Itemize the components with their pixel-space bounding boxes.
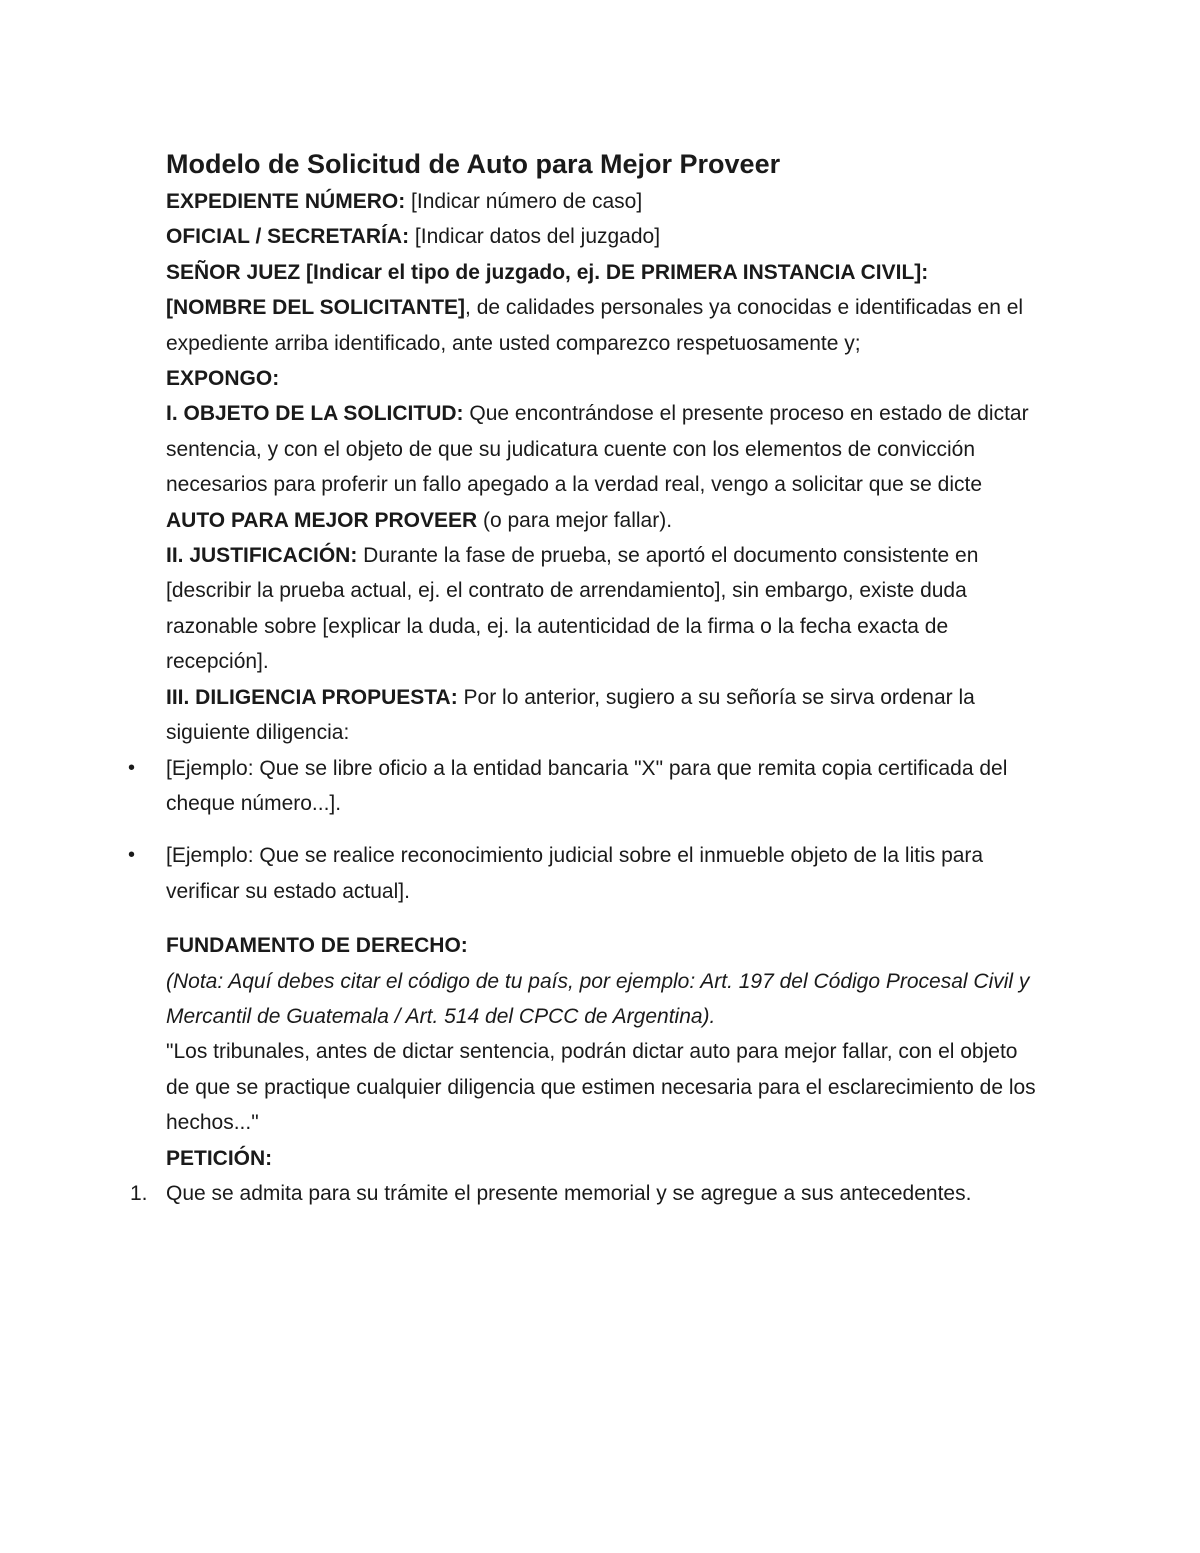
bullet-icon: • (128, 844, 136, 867)
expediente-label: EXPEDIENTE NÚMERO: (166, 190, 406, 213)
diligencia-list (128, 751, 1046, 910)
justificacion-text: Durante la fase de prueba, se aportó el documento consistente en [describir la prueba actual, ej. el contrato de arrendamiento], sin embargo, existe duda razonable sobre [explicar la duda, ej. la autenticidad de la firma o la fecha exacta de recepción]. (166, 544, 979, 674)
peticion-heading: PETICIÓN: (166, 1146, 273, 1170)
diligencia-paragraph (166, 680, 1046, 751)
intro-text: , de calidades personales ya conocidas e identificadas en el expediente arriba identificado, ante usted comparezco respetuosamente y; (166, 296, 1024, 355)
bullet-icon: • (128, 756, 136, 779)
oficial-line (166, 219, 1046, 254)
list-number: 1. (130, 1181, 148, 1205)
document-page (128, 146, 1046, 1211)
list-item-text: Que se admita para su trámite el presente memorial y se agregue a sus antecedentes. (166, 1181, 972, 1205)
objeto-text: Que encontrándose el presente proceso en estado de dictar sentencia, y con el objeto de que su judicatura cuente con los elementos de convicción necesarios para proferir un fallo apegado a la verdad real, vengo a solicitar que se dicte (166, 402, 1029, 497)
document-title: Modelo de Solicitud de Auto para Mejor Proveer (166, 149, 781, 179)
oficial-value: [Indicar datos del juzgado] (409, 225, 661, 249)
objeto-emphasis: AUTO PARA MEJOR PROVEER (166, 508, 478, 532)
fundamento-heading: FUNDAMENTO DE DERECHO: (166, 934, 468, 958)
objeto-label: I. OBJETO DE LA SOLICITUD: (166, 402, 464, 426)
peticion-list (130, 1176, 1046, 1211)
list-item-text: [Ejemplo: Que se libre oficio a la entidad bancaria "X" para que remita copia certificada del cheque número...]. (166, 756, 1008, 815)
senor-juez-line: SEÑOR JUEZ [Indicar el tipo de juzgado, ej. DE PRIMERA INSTANCIA CIVIL]: (166, 260, 929, 284)
solicitante-name: [NOMBRE DEL SOLICITANTE] (166, 296, 466, 320)
list-item (128, 838, 1046, 909)
objeto-paragraph (166, 396, 1046, 538)
expongo-heading: EXPONGO: (166, 367, 280, 391)
list-item (130, 1176, 1046, 1211)
fundamento-quote: "Los tribunales, antes de dictar sentencia, podrán dictar auto para mejor fallar, con el objeto de que se practique cualquier diligencia que estimen necesaria para el esclarecimiento de los hechos..." (166, 1040, 1036, 1135)
expediente-value: [Indicar número de caso] (405, 190, 643, 213)
list-item (128, 751, 1046, 822)
expediente-line (166, 184, 1046, 219)
oficial-label: OFICIAL / SECRETARÍA: (166, 225, 410, 249)
list-item-text: [Ejemplo: Que se realice reconocimiento judicial sobre el inmueble objeto de la litis para verificar su estado actual]. (166, 844, 984, 903)
objeto-tail: (o para mejor fallar). (477, 508, 673, 532)
intro-paragraph (166, 290, 1046, 361)
fundamento-note: (Nota: Aquí debes citar el código de tu país, por ejemplo: Art. 197 del Código Procesal Civil y Mercantil de Guatemala / Art. 514 del CPCC de Argentina). (166, 969, 1030, 1028)
diligencia-text: Por lo anterior, sugiero a su señoría se sirva ordenar la siguiente diligencia: (166, 685, 975, 745)
justificacion-paragraph (166, 538, 1046, 680)
justificacion-label: II. JUSTIFICACIÓN: (166, 544, 358, 568)
diligencia-label: III. DILIGENCIA PROPUESTA: (166, 685, 458, 709)
